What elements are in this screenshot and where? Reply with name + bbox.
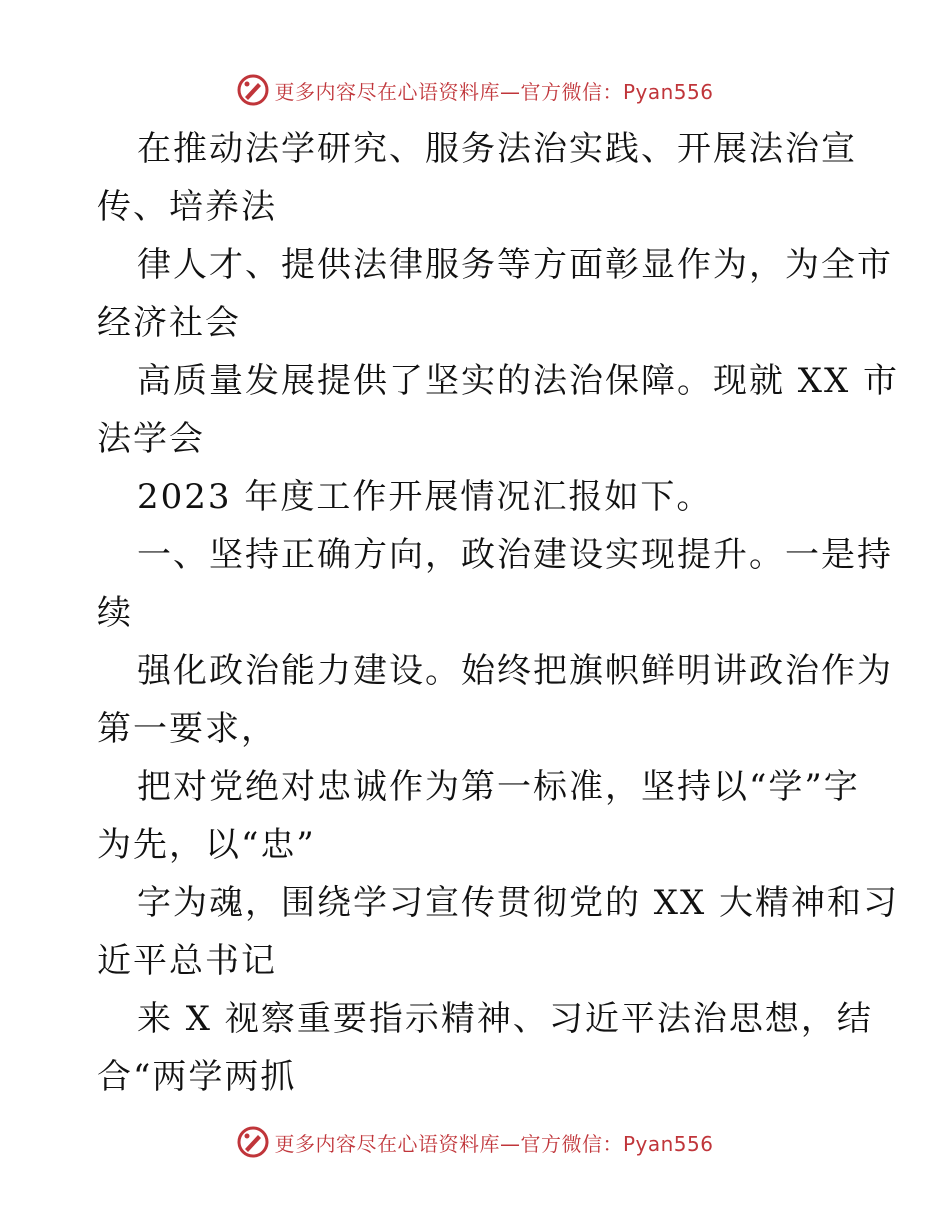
paragraph-line: 字为魂，围绕学习宣传贯彻党的 XX 大精神和习 [137, 883, 900, 923]
paragraph-line: 在推动法学研究、服务法治实践、开展法治宣 [137, 129, 857, 169]
paragraph-line-continued: 法学会 [97, 419, 205, 459]
red-seal-pen-icon [236, 1125, 270, 1159]
paragraph-line-continued: 合“两学两抓 [97, 1057, 297, 1097]
paragraph-line: 来 X 视察重要指示精神、习近平法治思想，结 [137, 999, 873, 1039]
header-watermark-banner [0, 70, 950, 110]
paragraph-line: 一、坚持正确方向，政治建设实现提升。一是持 [137, 535, 893, 575]
paragraph-line: 高质量发展提供了坚实的法治保障。现就 XX 市 [137, 361, 900, 401]
paragraph-line: 强化政治能力建设。始终把旗帜鲜明讲政治作为 [137, 651, 893, 691]
paragraph-line: 律人才、提供法律服务等方面彰显作为，为全市 [137, 245, 893, 285]
paragraph-line: 把对党绝对忠诚作为第一标准，坚持以“学”字 [137, 767, 860, 807]
document-body [97, 120, 900, 1106]
paragraph-line-continued: 为先，以“忠” [97, 825, 316, 865]
watermark-text: 更多内容尽在心语资料库—官方微信：Pyan556 [274, 1131, 714, 1156]
paragraph-line: 2023 年度工作开展情况汇报如下。 [137, 477, 713, 517]
red-seal-pen-icon [236, 73, 270, 107]
footer-watermark-banner [0, 1122, 950, 1162]
paragraph-line-continued: 第一要求， [97, 709, 277, 749]
paragraph-line-continued: 近平总书记 [97, 941, 277, 981]
paragraph-line-continued: 续 [97, 593, 133, 633]
paragraph-line-continued: 传、培养法 [97, 187, 277, 227]
watermark-text: 更多内容尽在心语资料库—官方微信：Pyan556 [274, 79, 714, 104]
paragraph-line-continued: 经济社会 [97, 303, 241, 343]
